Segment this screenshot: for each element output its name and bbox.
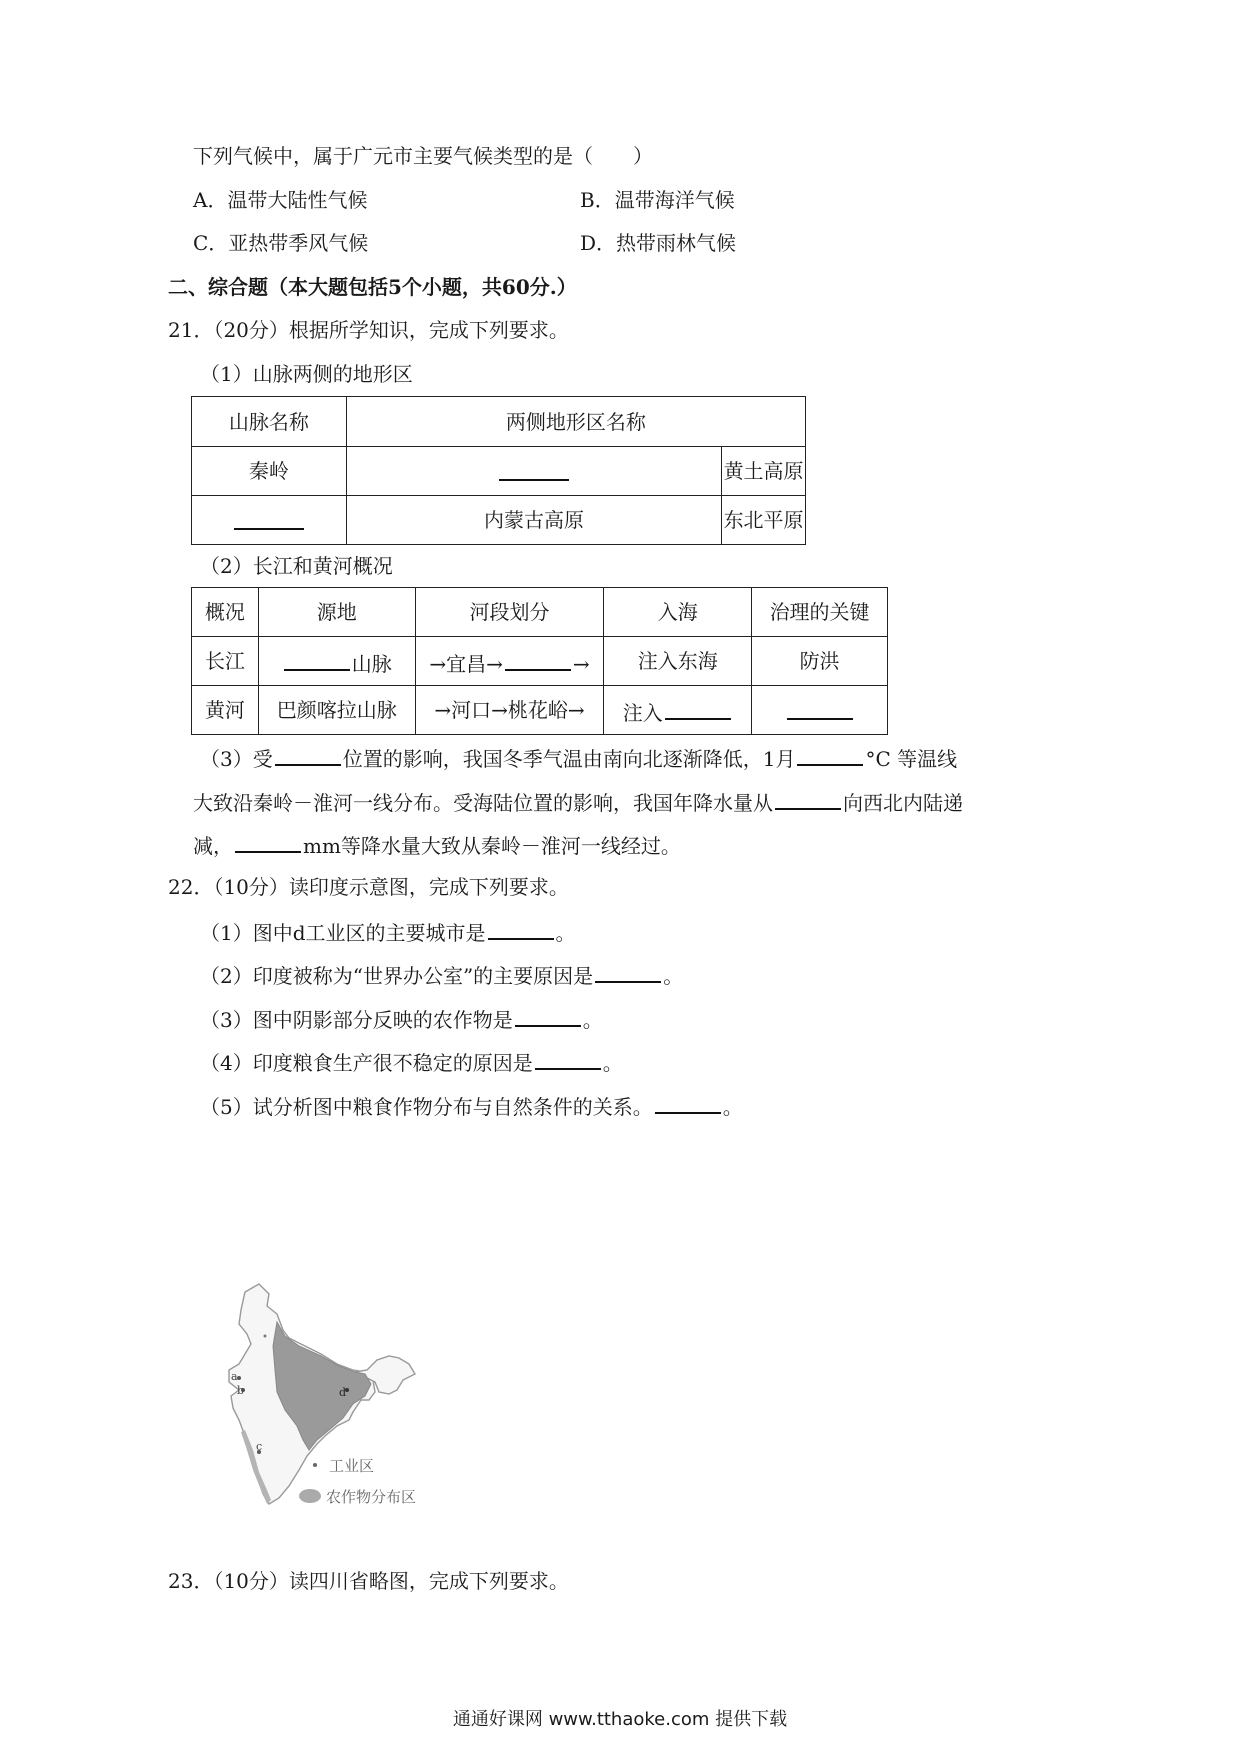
map-label-a: a — [231, 1370, 238, 1383]
q20-stem: 下列气候中，属于广元市主要气候类型的是（ ） — [193, 144, 653, 168]
answer-blank[interactable] — [234, 506, 304, 530]
section2-title: 二、综合题（本大题包括5个小题，共60分.） — [168, 275, 577, 299]
q21-part3-line3: 减， mm等降水量大致从秦岭－淮河一线经过。 — [193, 829, 681, 861]
industrial-point-a — [237, 1376, 241, 1380]
map-label-d: d — [339, 1386, 347, 1399]
answer-blank[interactable] — [535, 1046, 601, 1070]
q22-stem: 22．（10分）读印度示意图，完成下列要求。 — [168, 875, 569, 899]
answer-blank[interactable] — [595, 959, 661, 983]
q20-option-c: C．亚热带季风气候 — [193, 231, 369, 255]
legend-crop-label: 农作物分布区 — [326, 1488, 417, 1506]
table2-header-sea: 入海 — [604, 588, 752, 637]
table2-cell-yangtze-sections: →宜昌→ → — [415, 637, 604, 686]
answer-blank[interactable] — [665, 696, 731, 720]
answer-blank[interactable] — [275, 742, 341, 766]
q21-part2: （2）长江和黄河概况 — [200, 554, 393, 578]
mountain-terrain-table — [191, 396, 806, 545]
q21-part3-line2: 大致沿秦岭－淮河一线分布。受海陆位置的影响，我国年降水量从 向西北内陆递 — [193, 786, 963, 818]
table2-cell-yellow-sea: 注入 — [604, 686, 752, 735]
industrial-point-north — [264, 1335, 267, 1338]
q22-sub2: （2）印度被称为“世界办公室”的主要原因是 。 — [200, 959, 683, 991]
table1-blank-cell — [192, 496, 347, 545]
map-label-b: b — [237, 1384, 245, 1397]
table2-header-sections: 河段划分 — [415, 588, 604, 637]
table1-cell-qinling: 秦岭 — [192, 447, 347, 496]
q21-part1: （1）山脉两侧的地形区 — [200, 362, 413, 386]
table1-header-terrain: 两侧地形区名称 — [346, 397, 805, 447]
answer-blank[interactable] — [787, 696, 853, 720]
table2-cell-yangtze-source: 山脉 — [258, 637, 415, 686]
table2-header-overview: 概况 — [192, 588, 259, 637]
legend-crop-swatch — [299, 1489, 321, 1503]
table2-cell-yellow-river: 黄河 — [192, 686, 259, 735]
q22-sub3: （3）图中阴影部分反映的农作物是 。 — [200, 1003, 603, 1035]
table2-cell-yellow-key — [752, 686, 888, 735]
table1-header-mountain: 山脉名称 — [192, 397, 347, 447]
answer-blank[interactable] — [284, 647, 350, 671]
legend-industry-label: 工业区 — [329, 1457, 375, 1475]
answer-blank[interactable] — [505, 647, 571, 671]
india-map — [225, 1280, 505, 1525]
answer-blank[interactable] — [235, 829, 301, 853]
table1-blank-cell — [346, 447, 721, 496]
table2-cell-yellow-source: 巴颜喀拉山脉 — [258, 686, 415, 735]
q21-part3-line1: （3）受 位置的影响，我国冬季气温由南向北逐渐降低，1月 °C 等温线 — [200, 742, 957, 774]
q22-sub1: （1）图中d工业区的主要城市是 。 — [200, 916, 576, 948]
rivers-table — [191, 587, 888, 735]
legend-industry-dot — [313, 1463, 317, 1467]
answer-blank[interactable] — [499, 457, 569, 481]
q20-option-b: B．温带海洋气候 — [580, 188, 735, 212]
page-footer: 通通好课网 www.tthaoke.com 提供下载 — [452, 1709, 788, 1730]
india-map-figure — [225, 1280, 505, 1525]
q20-option-d: D．热带雨林气候 — [580, 231, 737, 255]
q22-sub4: （4）印度粮食生产很不稳定的原因是 。 — [200, 1046, 623, 1078]
answer-blank[interactable] — [655, 1090, 721, 1114]
table1-cell-loess-plateau: 黄土高原 — [722, 447, 806, 496]
answer-blank[interactable] — [797, 742, 863, 766]
table2-cell-yangtze-sea: 注入东海 — [604, 637, 752, 686]
table1-cell-northeast-plain: 东北平原 — [722, 496, 806, 545]
table2-cell-yangtze-key: 防洪 — [752, 637, 888, 686]
answer-blank[interactable] — [515, 1003, 581, 1027]
q22-sub5: （5）试分析图中粮食作物分布与自然条件的关系。 。 — [200, 1090, 743, 1122]
q21-stem: 21．（20分）根据所学知识，完成下列要求。 — [168, 318, 569, 342]
answer-blank[interactable] — [775, 786, 841, 810]
answer-blank[interactable] — [488, 916, 554, 940]
table1-cell-inner-mongolia-plateau: 内蒙古高原 — [346, 496, 721, 545]
table2-cell-yellow-sections: →河口→桃花峪→ — [415, 686, 604, 735]
q20-option-a: A．温带大陆性气候 — [193, 188, 368, 212]
table2-header-source: 源地 — [258, 588, 415, 637]
map-label-c: c — [256, 1440, 263, 1453]
table2-header-key: 治理的关键 — [752, 588, 888, 637]
q23-stem: 23．（10分）读四川省略图，完成下列要求。 — [168, 1569, 569, 1593]
table2-cell-yangtze: 长江 — [192, 637, 259, 686]
